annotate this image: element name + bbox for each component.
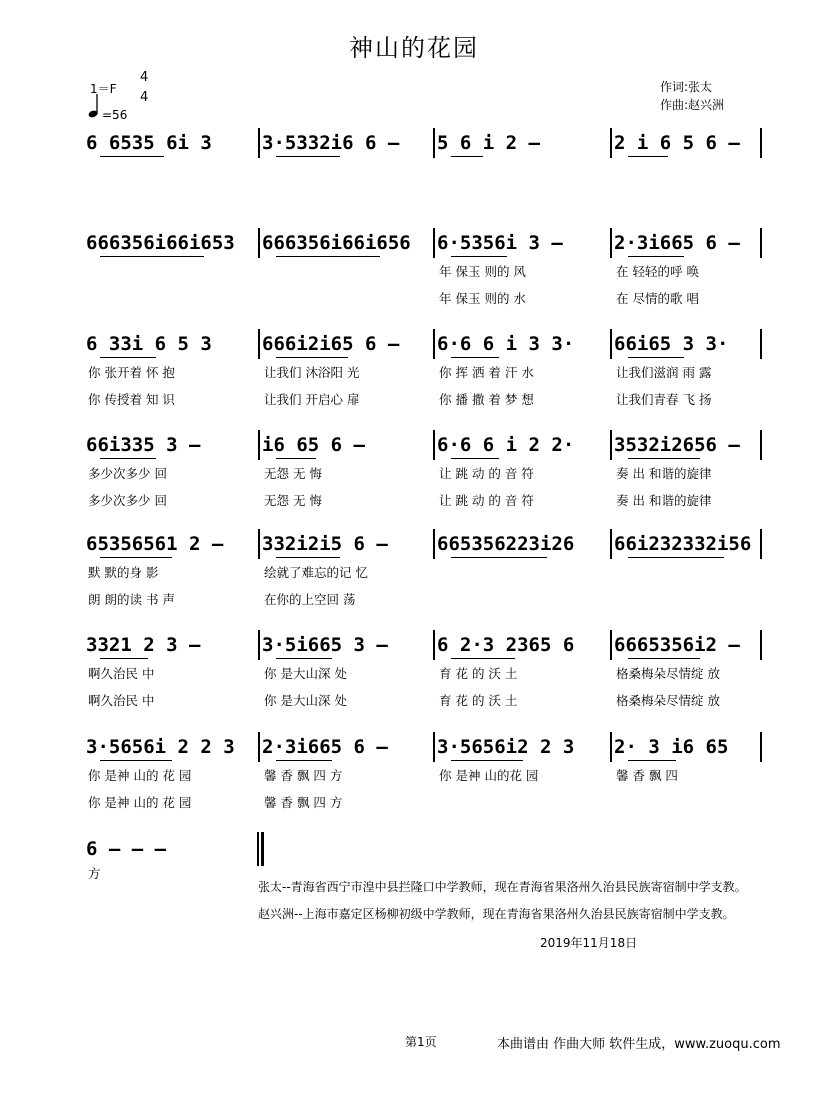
- lyric-line: 绘就了难忘的记 忆: [264, 565, 368, 580]
- beam-line: [451, 760, 523, 761]
- lyric-line: 让 跳 动 的 音 符: [439, 493, 534, 508]
- measure-notes: 665356223i26: [437, 533, 575, 555]
- barline: [610, 732, 612, 762]
- barline: [433, 529, 435, 559]
- measure-notes: 666i2i65 6 –: [262, 333, 400, 355]
- measure-notes: 2·3i665 6 –: [614, 232, 740, 254]
- barline: [760, 329, 762, 359]
- beam-line: [628, 458, 700, 459]
- measure-notes: 65356561 2 –: [86, 533, 224, 555]
- lyric-line: 馨 香 飘 四 方: [264, 795, 343, 810]
- measure-notes: 6·5356i 3 –: [437, 232, 563, 254]
- measure-notes: 3·5656i 2 2 3: [86, 736, 235, 758]
- lyric-line: 你 张开着 怀 抱: [88, 365, 175, 380]
- beam-line: [628, 658, 700, 659]
- time-signature-denominator: 4: [140, 90, 149, 105]
- lyric-line: 你 是神 山的 花 园: [88, 768, 192, 783]
- barline: [760, 228, 762, 258]
- lyric-line: 格桑梅朵尽情绽 放: [616, 693, 720, 708]
- barline: [258, 529, 260, 559]
- lyric-line: 让 跳 动 的 音 符: [439, 466, 534, 481]
- lyric-line: 朗 朗的读 书 声: [88, 592, 175, 607]
- measure-notes: 666356i66i653: [86, 232, 235, 254]
- beam-line: [451, 156, 483, 157]
- beam-line: [628, 357, 684, 358]
- lyric-line: 让我们 开启心 扉: [264, 392, 360, 407]
- barline: [610, 329, 612, 359]
- lyric-line: 在你的上空回 荡: [264, 592, 356, 607]
- final-barline-thick: [261, 832, 264, 866]
- barline: [760, 529, 762, 559]
- date: 2019年11月18日: [540, 936, 638, 950]
- beam-line: [100, 357, 156, 358]
- barline: [433, 228, 435, 258]
- beam-line: [276, 557, 340, 558]
- barline: [258, 732, 260, 762]
- barline: [610, 430, 612, 460]
- measure-notes: 3321 2 3 –: [86, 634, 201, 656]
- beam-line: [451, 658, 515, 659]
- lyric-line: 育 花 的 沃 土: [439, 693, 518, 708]
- barline: [760, 630, 762, 660]
- beam-line: [100, 458, 156, 459]
- beam-line: [100, 658, 148, 659]
- lyric-line: 年 保玉 则的 水: [439, 291, 526, 306]
- beam-line: [276, 760, 332, 761]
- lyric-line: 无怨 无 悔: [264, 466, 322, 481]
- barline: [433, 329, 435, 359]
- measure-notes: 666356i66i656: [262, 232, 411, 254]
- final-lyric: 方: [88, 866, 101, 881]
- measure-notes: 2· 3 i6 65: [614, 736, 729, 758]
- lyric-line: 在 尽情的歌 唱: [616, 291, 699, 306]
- lyric-line: 让我们滋润 雨 露: [616, 365, 712, 380]
- beam-line: [451, 357, 499, 358]
- barline: [433, 630, 435, 660]
- beam-line: [451, 256, 507, 257]
- lyric-line: 格桑梅朵尽情绽 放: [616, 666, 720, 681]
- measure-notes: 6 6535 6i 3: [86, 132, 212, 154]
- lyric-line: 你 挥 洒 着 汗 水: [439, 365, 534, 380]
- barline: [258, 329, 260, 359]
- generator-note: 本曲谱由 作曲大师 软件生成，www.zuoqu.com: [497, 1037, 781, 1052]
- beam-line: [100, 156, 164, 157]
- measure-notes: 6 2·3 2365 6: [437, 634, 575, 656]
- beam-line: [628, 256, 684, 257]
- lyric-line: 啊久治民 中: [88, 666, 155, 681]
- page-title: 神山的花园: [349, 34, 479, 62]
- lyric-line: 奏 出 和谐的旋律: [616, 466, 712, 481]
- beam-line: [100, 557, 172, 558]
- final-barline-thin: [257, 832, 259, 866]
- barline: [610, 128, 612, 158]
- lyric-line: 馨 香 飘 四: [616, 768, 678, 783]
- lyric-line: 你 是神 山的花 园: [439, 768, 539, 783]
- measure-notes: 66i335 3 –: [86, 434, 201, 456]
- measure-notes: i6 65 6 –: [262, 434, 365, 456]
- beam-line: [276, 357, 348, 358]
- lyric-line: 默 默的身 影: [88, 565, 159, 580]
- measure-notes: 332i2i5 6 –: [262, 533, 388, 555]
- key-signature: 1＝F: [90, 82, 117, 96]
- barline: [258, 630, 260, 660]
- lyric-line: 多少次多少 回: [88, 493, 167, 508]
- final-notes: 6 – – –: [86, 838, 167, 860]
- composer-bio: 赵兴洲--上海市嘉定区杨柳初级中学教师，现在青海省果洛州久治县民族寄宿制中学支教。: [258, 907, 735, 921]
- barline: [610, 630, 612, 660]
- measure-notes: 6·6 6 i 2 2·: [437, 434, 575, 456]
- beam-line: [451, 458, 499, 459]
- lyric-line: 你 是大山深 处: [264, 666, 347, 681]
- beam-line: [451, 557, 547, 558]
- beam-line: [100, 256, 204, 257]
- beam-line: [628, 156, 668, 157]
- measure-notes: 6 33i 6 5 3: [86, 333, 212, 355]
- lyric-line: 多少次多少 回: [88, 466, 167, 481]
- composer-credit: 作曲:赵兴洲: [660, 98, 725, 112]
- lyric-line: 育 花 的 沃 土: [439, 666, 518, 681]
- beam-line: [100, 760, 172, 761]
- page-number: 第1页: [405, 1035, 437, 1049]
- beam-line: [276, 658, 332, 659]
- barline: [258, 430, 260, 460]
- barline: [258, 128, 260, 158]
- barline: [610, 228, 612, 258]
- measure-notes: 3532i2656 –: [614, 434, 740, 456]
- barline: [433, 732, 435, 762]
- lyric-line: 年 保玉 则的 风: [439, 264, 526, 279]
- lyric-line: 让我们 沐浴阳 光: [264, 365, 360, 380]
- lyric-line: 你 是大山深 处: [264, 693, 347, 708]
- measure-notes: 2·3i665 6 –: [262, 736, 388, 758]
- lyricist-credit: 作词:张太: [660, 80, 713, 94]
- tempo-mark: =56: [102, 108, 128, 122]
- beam-line: [276, 256, 380, 257]
- time-signature-numerator: 4: [140, 70, 149, 85]
- measure-notes: 66i65 3 3·: [614, 333, 729, 355]
- lyric-line: 啊久治民 中: [88, 693, 155, 708]
- lyric-line: 无怨 无 悔: [264, 493, 322, 508]
- barline: [760, 430, 762, 460]
- barline: [433, 128, 435, 158]
- barline: [760, 732, 762, 762]
- measure-notes: 66i232332i56: [614, 533, 752, 555]
- quarter-note-icon: [87, 92, 101, 120]
- lyric-line: 在 轻轻的呼 唤: [616, 264, 699, 279]
- lyric-line: 你 播 撒 着 梦 想: [439, 392, 534, 407]
- beam-line: [276, 458, 316, 459]
- measure-notes: 6665356i2 –: [614, 634, 740, 656]
- beam-line: [628, 760, 676, 761]
- measure-notes: 6·6 6 i 3 3·: [437, 333, 575, 355]
- barline: [610, 529, 612, 559]
- lyric-line: 馨 香 飘 四 方: [264, 768, 343, 783]
- barline: [760, 128, 762, 158]
- beam-line: [276, 156, 340, 157]
- measure-notes: 2 i 6 5 6 –: [614, 132, 740, 154]
- beam-line: [628, 557, 724, 558]
- barline: [433, 430, 435, 460]
- measure-notes: 3·5656i2 2 3: [437, 736, 575, 758]
- lyric-line: 你 是神 山的 花 园: [88, 795, 192, 810]
- lyricist-bio: 张太--青海省西宁市湟中县拦隆口中学教师，现在青海省果洛州久治县民族寄宿制中学支教。: [258, 880, 747, 894]
- barline: [258, 228, 260, 258]
- measure-notes: 3·5332i6 6 –: [262, 132, 400, 154]
- lyric-line: 让我们青春 飞 扬: [616, 392, 712, 407]
- lyric-line: 奏 出 和谐的旋律: [616, 493, 712, 508]
- measure-notes: 3·5i665 3 –: [262, 634, 388, 656]
- lyric-line: 你 传授着 知 识: [88, 392, 175, 407]
- measure-notes: 5 6 i 2 –: [437, 132, 540, 154]
